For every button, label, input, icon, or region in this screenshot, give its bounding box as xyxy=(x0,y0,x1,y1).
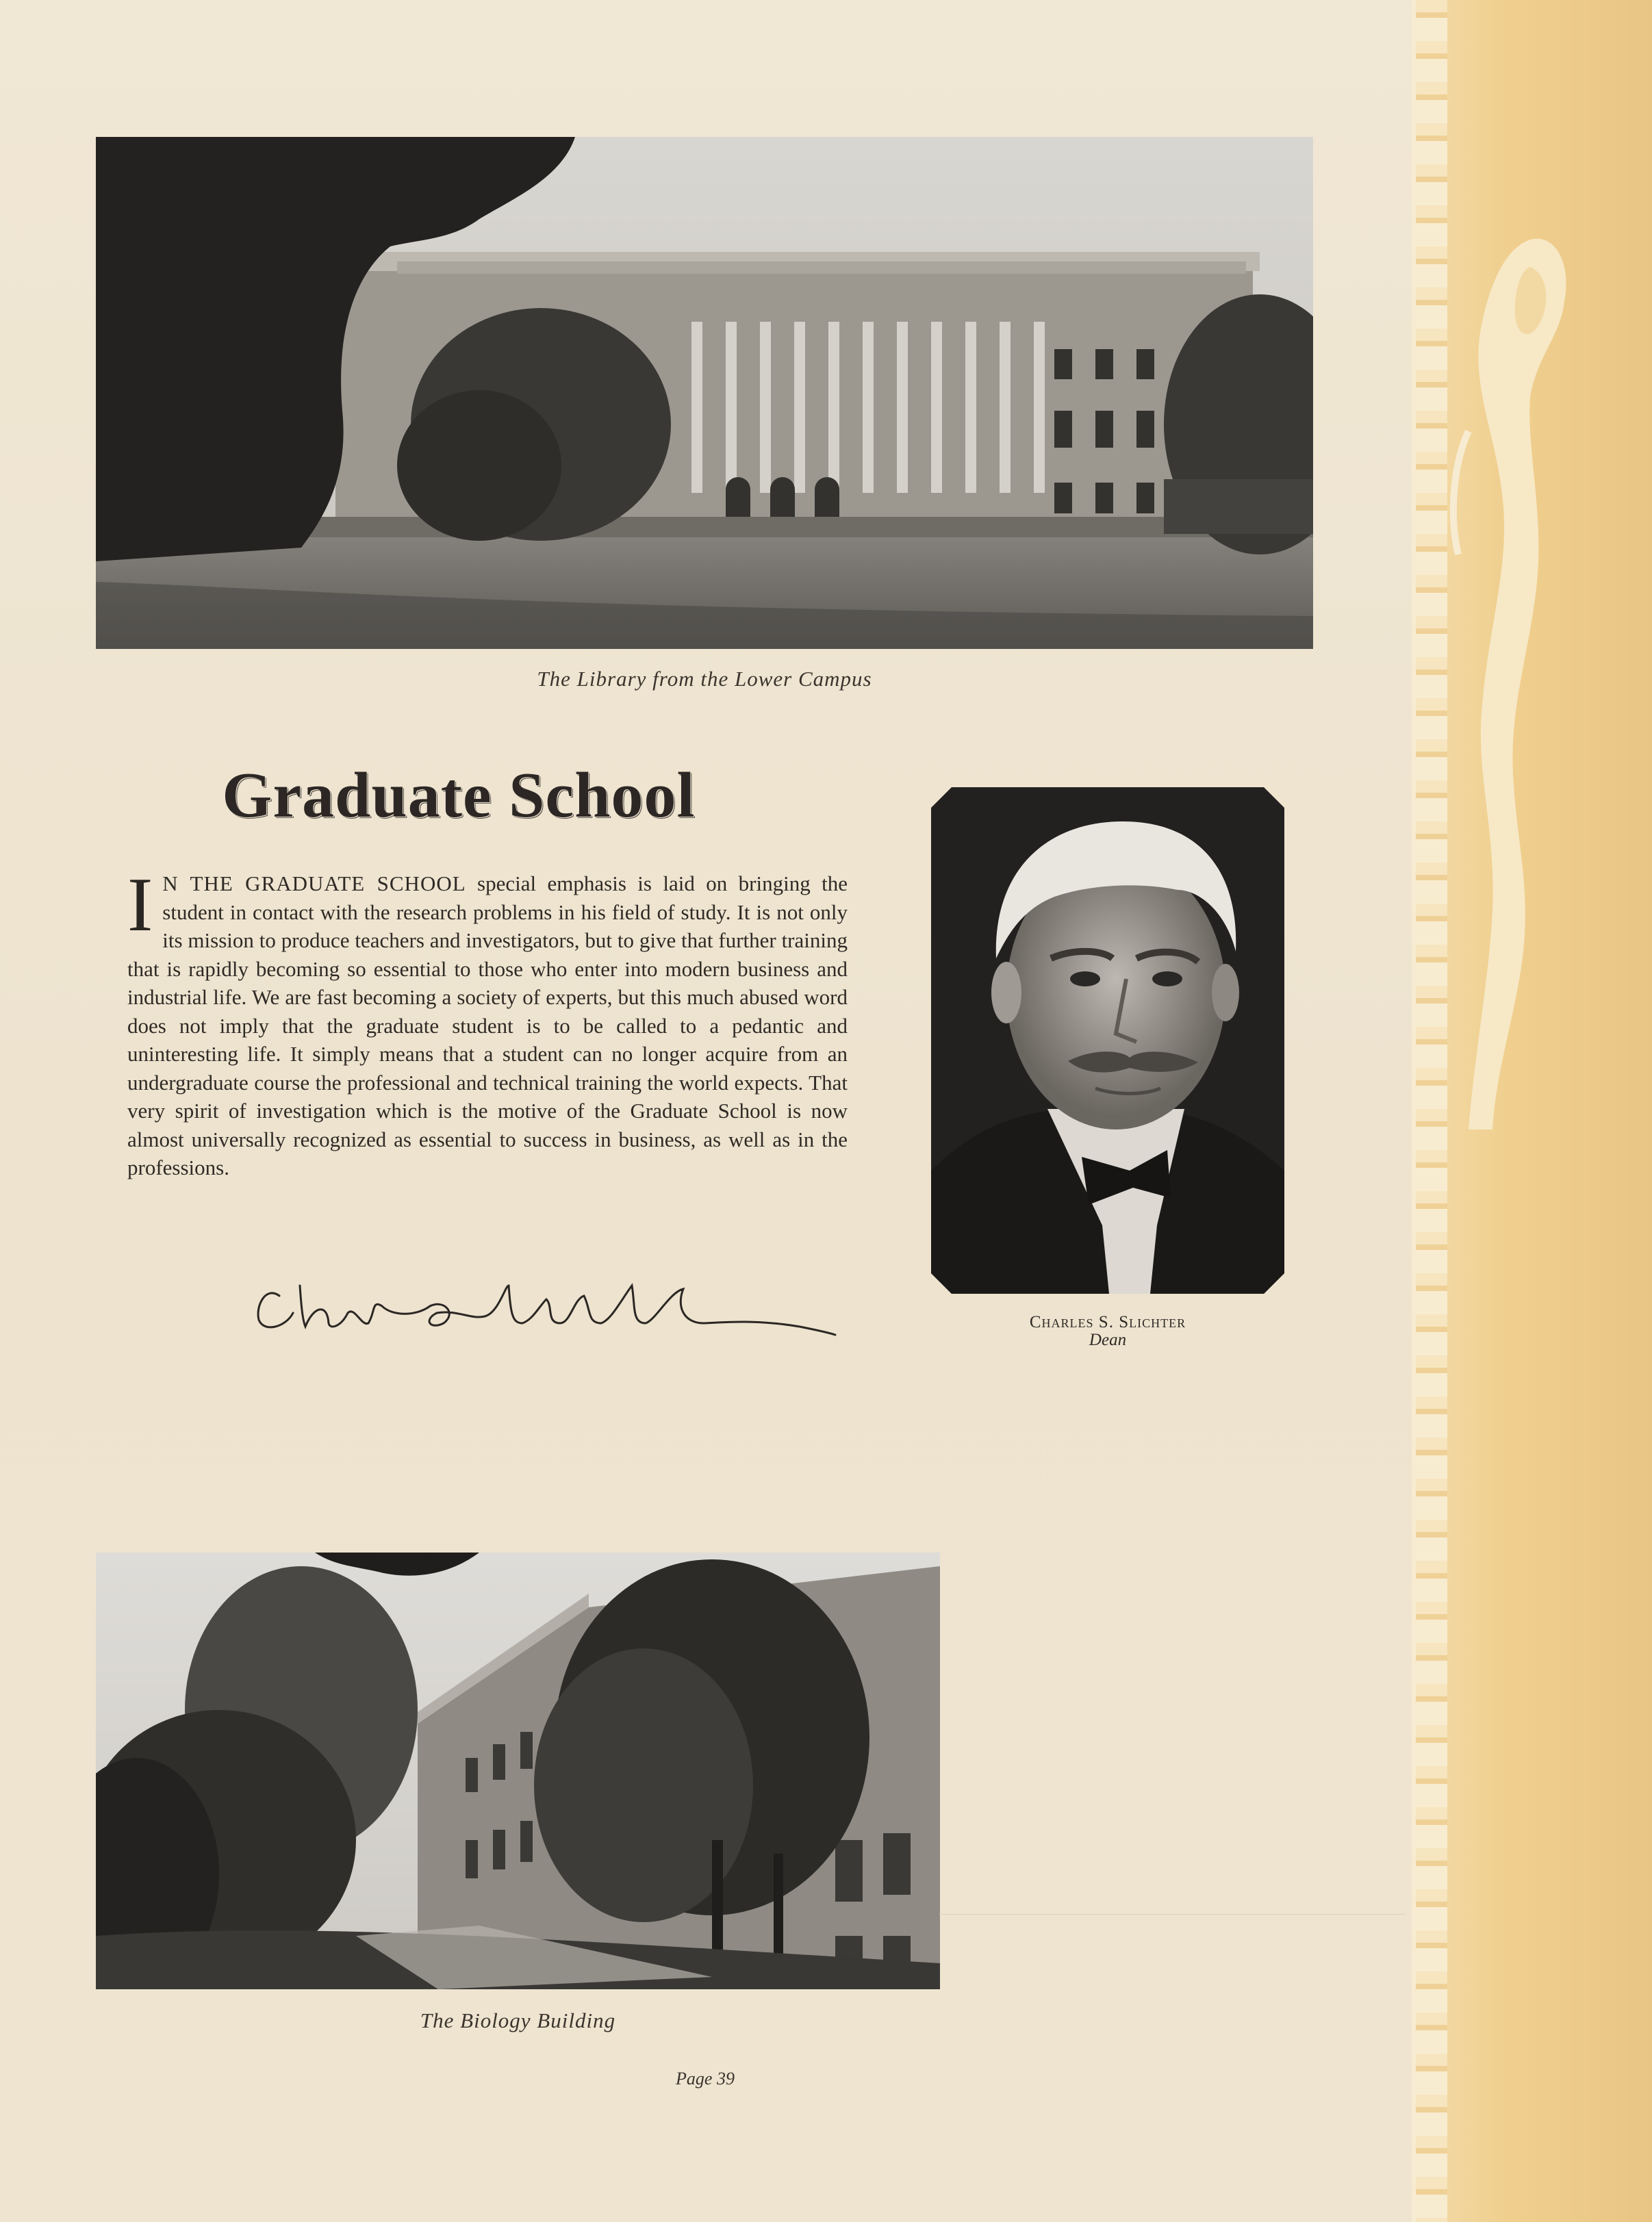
fold-line xyxy=(939,1914,1405,1915)
body-paragraph xyxy=(127,863,848,1182)
dean-name: Charles S. Slichter xyxy=(1029,1313,1186,1331)
dean-signature xyxy=(252,1258,841,1340)
side-ornament-figure xyxy=(1427,226,1578,1129)
dean-title: Dean xyxy=(1089,1331,1127,1349)
page-number: Page 39 xyxy=(676,2069,735,2089)
library-caption: The Library from the Lower Campus xyxy=(537,667,872,691)
biology-caption: The Biology Building xyxy=(420,2008,616,2032)
dean-portrait xyxy=(931,787,1284,1294)
body-text: special emphasis is laid on bringing the student in contact with the research problems in his field of study. It is not only its mission to produce teachers and investigators, but to give that further training that is rapidly becoming so essential to those who enter into modern business and industrial life. We are fast becoming a society of experts, but this much abused word does not imply that the graduate student is to be called to a pedantic and uninteresting life. It simply means that a student can no longer acquire from an undergraduate course the professional and technical training the world expects. That very spirit of investigation which is the motive of the Graduate School is now almost universally recognized as essential to success in business, as well as in the professions. xyxy=(127,871,848,1179)
lead-in: N THE GRADUATE SCHOOL xyxy=(162,871,466,895)
drop-cap: I xyxy=(127,863,153,947)
section-title: Graduate School xyxy=(222,760,696,831)
library-photo xyxy=(96,137,1313,649)
biology-building-photo xyxy=(96,1553,940,1989)
